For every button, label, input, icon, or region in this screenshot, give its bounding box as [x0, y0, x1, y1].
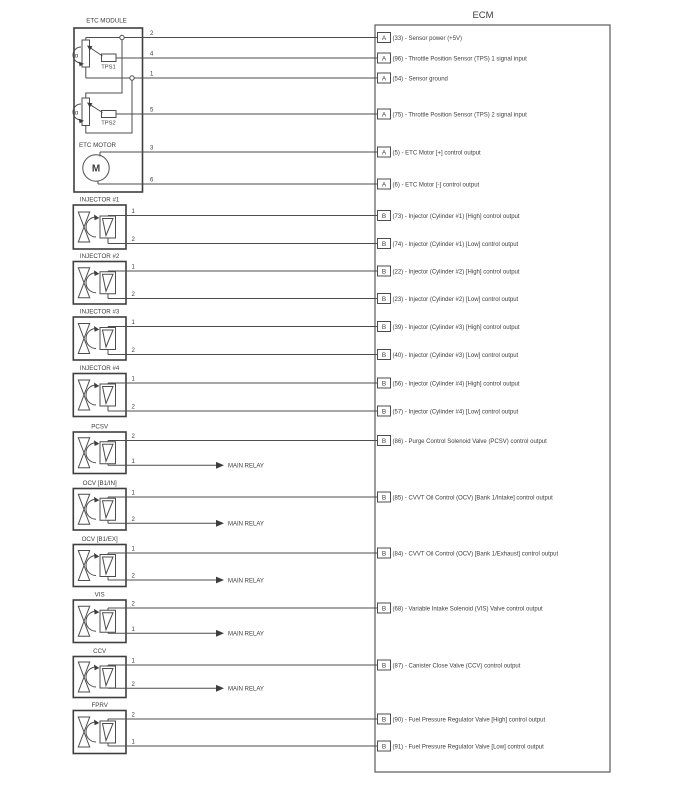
ecm-pin-description: (85) - CVVT Oil Control (OCV) [Bank 1/Intake] control output	[392, 495, 553, 502]
connector-letter: A	[381, 75, 387, 83]
pin-number-label: 2	[131, 348, 135, 354]
ecm-pin-description: (68) - Variable Intake Solenoid (VIS) Valve control output	[392, 606, 543, 613]
ecm-pin-description: (23) - Injector (Cylinder #2) [Low] control output	[392, 296, 519, 303]
motor-m-symbol: M	[91, 163, 101, 175]
ecm-pin-description: (84) - CVVT Oil Control (OCV) [Bank 1/Exhaust] control output	[392, 551, 559, 558]
junction-node	[120, 35, 124, 39]
connector-letter: B	[381, 408, 387, 416]
pin-number-label: 2	[131, 516, 135, 523]
pin-number-label: 1	[131, 658, 135, 665]
ecm-pin-description: (73) - Injector (Cylinder #1) [High] control output	[392, 213, 520, 220]
pin-number-label: 1	[131, 264, 135, 271]
component-ccv	[73, 648, 377, 698]
main-relay-label: MAIN RELAY	[228, 463, 264, 470]
ecm-pin-description: (56) - Injector (Cylinder #4) [High] control output	[392, 381, 520, 388]
etc-module-label: ETC MODULE	[86, 17, 127, 25]
pin-number-label: 2	[131, 712, 135, 719]
connector-letter: B	[381, 437, 387, 445]
connector-letter: B	[381, 662, 387, 670]
component-ocv-b1-ex	[73, 536, 377, 587]
ecm-pin-description: (91) - Fuel Pressure Regulator Valve [Low] control output	[392, 744, 544, 751]
ecm-pin-description: (57) - Injector (Cylinder #4) [Low] control output	[392, 409, 519, 416]
pin-number-label: 1	[150, 71, 154, 78]
component-injector-4	[73, 365, 377, 417]
tps2-wiper-box	[102, 111, 117, 118]
component-fprv	[73, 702, 377, 754]
component-label: VIS	[94, 591, 105, 599]
connector-letter: A	[381, 181, 387, 189]
pin-number-label: 2	[131, 573, 135, 580]
tps2-resistor	[82, 98, 90, 126]
main-relay-arrowhead	[216, 685, 224, 692]
ecm-pin-description: (86) - Purge Control Solenoid Valve (PCSV) control output	[392, 438, 547, 445]
ecm-pin-description: (39) - Injector (Cylinder #3) [High] control output	[392, 324, 520, 331]
component-injector-2	[73, 253, 377, 304]
connector-letter: B	[381, 295, 387, 303]
pin-number-label: 5	[150, 107, 154, 114]
pin-number-label: 2	[150, 31, 154, 37]
pin-number-label: 1	[131, 458, 135, 465]
ecm-pin-description: (87) - Canister Close Valve (CCV) control output	[392, 663, 521, 670]
component-injector-3	[73, 309, 377, 361]
connector-letter: B	[381, 351, 387, 359]
component-label: PCSV	[91, 423, 109, 431]
tps1-resistor	[82, 40, 90, 67]
ecm-pin-description: (54) - Sensor ground	[392, 76, 448, 83]
pin-number-label: 2	[131, 681, 135, 688]
connector-letter: A	[381, 34, 387, 42]
pin-number-label: 3	[150, 145, 154, 152]
component-label: INJECTOR #1	[79, 196, 120, 204]
pin-number-label: 1	[131, 376, 135, 383]
component-label: INJECTOR #3	[79, 308, 120, 316]
pin-number-label: 1	[131, 546, 135, 553]
connector-letter: B	[381, 494, 387, 502]
ecm-pin-description: (90) - Fuel Pressure Regulator Valve [High] control output	[392, 717, 546, 724]
connector-letter: B	[381, 605, 387, 613]
connector-letter: B	[381, 268, 387, 276]
alpha-symbol: α	[74, 53, 79, 60]
ecm-pin-description: (22) - Injector (Cylinder #2) [High] control output	[392, 269, 520, 276]
ecm-box	[375, 25, 610, 772]
ecm-pin-description: (40) - Injector (Cylinder #3) [Low] control output	[392, 352, 519, 359]
tps2-label: TPS2	[101, 120, 116, 127]
main-relay-label: MAIN RELAY	[228, 521, 264, 528]
tps1-label: TPS1	[101, 64, 116, 71]
connector-letter: A	[381, 55, 387, 63]
component-injector-1	[73, 197, 377, 250]
pin-number-label: 1	[131, 626, 135, 633]
component-label: OCV [B1/IN]	[82, 480, 117, 487]
connector-letter: B	[381, 323, 387, 331]
main-relay-arrowhead	[216, 577, 224, 584]
main-relay-arrowhead	[216, 630, 224, 637]
component-vis	[73, 592, 377, 643]
main-relay-label: MAIN RELAY	[228, 631, 264, 638]
connector-letter: B	[381, 380, 387, 388]
ecm-pin-description: (33) - Sensor power (+5V)	[392, 35, 463, 42]
main-relay-label: MAIN RELAY	[228, 578, 264, 585]
ecm-title: ECM	[472, 10, 494, 21]
junction-node	[130, 76, 134, 80]
ecm-pin-description: (6) - ETC Motor [-] control output	[392, 182, 480, 189]
ecm-pin-description: (5) - ETC Motor [+] control output	[392, 150, 481, 157]
component-ocv-b1-in	[73, 480, 377, 530]
pin-number-label: 1	[131, 320, 135, 326]
main-relay-arrowhead	[216, 520, 224, 527]
pin-number-label: 2	[131, 292, 135, 298]
component-label: INJECTOR #4	[79, 365, 120, 372]
pin-number-label: 6	[150, 177, 154, 184]
ecm-pin-description: (74) - Injector (Cylinder #1) [Low] control output	[392, 241, 519, 248]
component-pcsv	[73, 424, 377, 474]
pin-number-label: 2	[131, 434, 135, 440]
component-label: CCV	[93, 648, 107, 655]
ecm-pin-description: (75) - Throttle Position Sensor (TPS) 2 signal input	[392, 112, 527, 119]
component-label: INJECTOR #2	[79, 253, 120, 260]
component-label: FPRV	[91, 702, 108, 709]
connector-letter: A	[381, 149, 387, 157]
pin-number-label: 4	[150, 51, 154, 58]
pin-number-label: 2	[131, 404, 135, 411]
connector-letter: B	[381, 743, 387, 751]
tps1-wiper-box	[102, 54, 117, 62]
pin-number-label: 1	[131, 209, 135, 215]
pin-number-label: 2	[131, 601, 135, 608]
component-label: OCV [B1/EX]	[81, 536, 118, 543]
connector-letter: B	[381, 550, 387, 558]
etc-motor-label: ETC MOTOR	[79, 142, 117, 149]
ecm-pin-description: (96) - Throttle Position Sensor (TPS) 1 signal input	[392, 56, 527, 63]
main-relay-arrowhead	[216, 462, 224, 469]
connector-letter: A	[381, 111, 387, 119]
etc-module-symbol	[73, 18, 378, 193]
connector-letter: B	[381, 240, 387, 248]
alpha-symbol: α	[74, 110, 79, 117]
pin-number-label: 1	[131, 739, 135, 746]
main-relay-label: MAIN RELAY	[228, 686, 264, 693]
connector-letter: B	[381, 716, 387, 724]
pin-number-label: 2	[131, 237, 135, 243]
pin-number-label: 1	[131, 490, 135, 497]
connector-letter: B	[381, 212, 387, 220]
